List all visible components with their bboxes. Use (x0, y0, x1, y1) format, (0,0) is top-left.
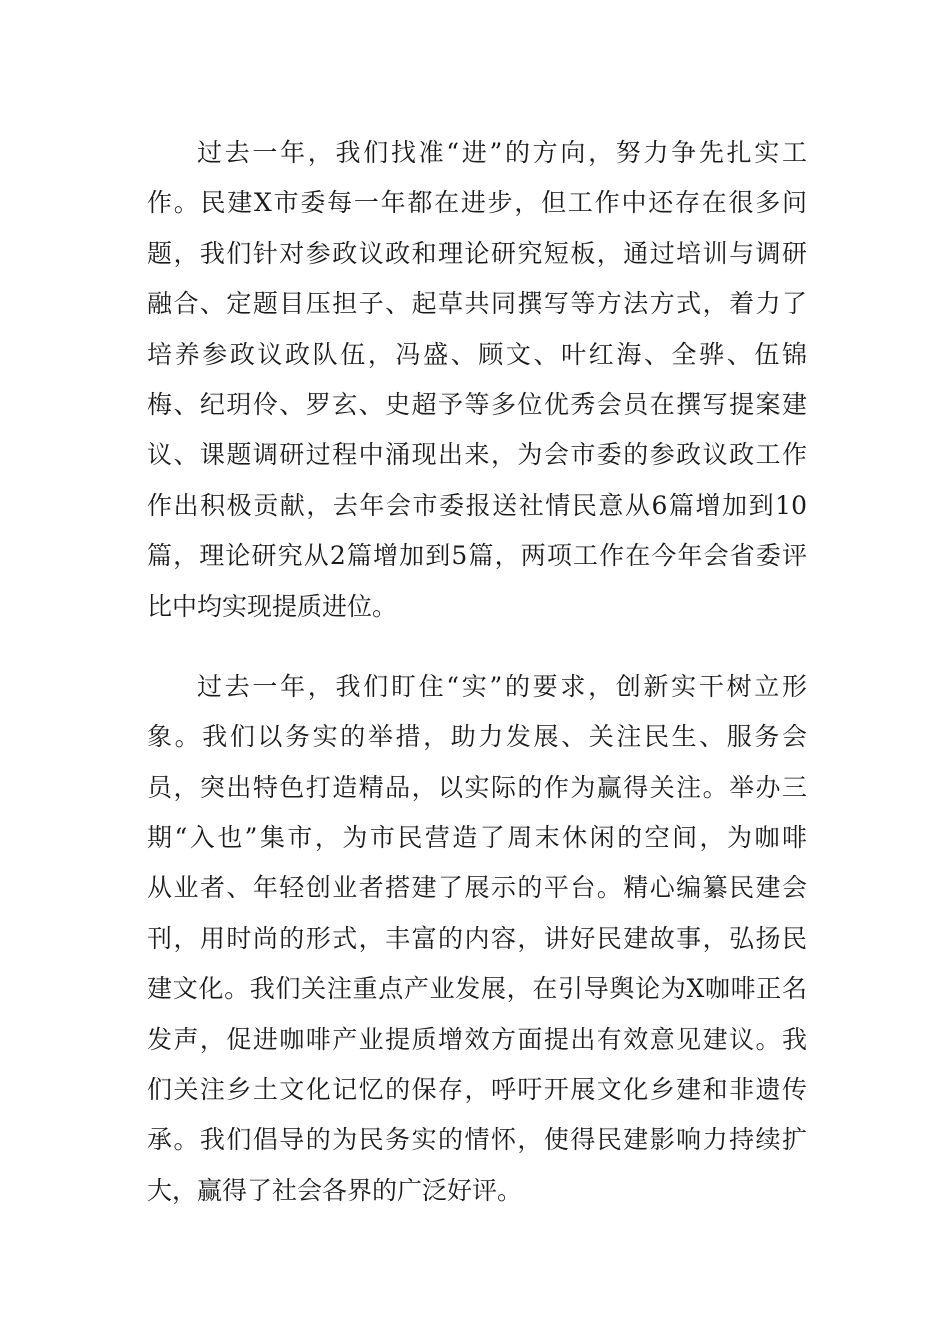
text-line: 培养参政议政队伍，冯盛、顾文、叶红海、全骅、伍锦 (147, 339, 807, 369)
text-line: 发声，促进咖啡产业提质增效方面提出有效意见建议。我 (147, 1024, 807, 1054)
text-line: 从业者、年轻创业者搭建了展示的平台。精心编纂民建会 (147, 873, 807, 903)
text-line: 篇，理论研究从2篇增加到5篇，两项工作在今年会省委评 (147, 541, 807, 571)
text-line: 象。我们以务实的举措，助力发展、关注民生、服务会 (147, 722, 807, 752)
text-line: 题，我们针对参政议政和理论研究短板，通过培训与调研 (147, 238, 807, 268)
text-line: 大，赢得了社会各界的广泛好评。 (147, 1175, 523, 1205)
text-line: 们关注乡土文化记忆的保存，呼吁开展文化乡建和非遗传 (147, 1075, 807, 1105)
text-line: 刊，用时尚的形式，丰富的内容，讲好民建故事，弘扬民 (147, 923, 807, 953)
text-line: 员，突出特色打造精品，以实际的作为赢得关注。举办三 (147, 772, 807, 802)
paragraph-1 (147, 128, 807, 632)
document-body (147, 128, 807, 1216)
paragraph-spacer (147, 632, 807, 662)
text-line: 承。我们倡导的为民务实的情怀，使得民建影响力持续扩 (147, 1125, 807, 1155)
text-line: 过去一年，我们盯住“实”的要求，创新实干树立形 (197, 671, 807, 701)
text-line: 期“入也”集市，为市民营造了周末休闲的空间，为咖啡 (147, 823, 807, 853)
text-line: 建文化。我们关注重点产业发展，在引导舆论为X咖啡正名 (147, 974, 807, 1004)
text-line: 作。民建X市委每一年都在进步，但工作中还存在很多问 (147, 188, 807, 218)
text-line: 过去一年，我们找准“进”的方向，努力争先扎实工 (197, 138, 807, 167)
paragraph-2 (147, 662, 807, 1216)
text-line: 比中均实现提质进位。 (147, 591, 398, 621)
text-line: 融合、定题目压担子、起草共同撰写等方法方式，着力了 (147, 289, 807, 319)
text-line: 作出积极贡献，去年会市委报送社情民意从6篇增加到10 (147, 490, 807, 520)
text-line: 梅、纪玥伶、罗玄、史超予等多位优秀会员在撰写提案建 (147, 389, 807, 419)
text-line: 议、课题调研过程中涌现出来，为会市委的参政议政工作 (147, 440, 807, 470)
